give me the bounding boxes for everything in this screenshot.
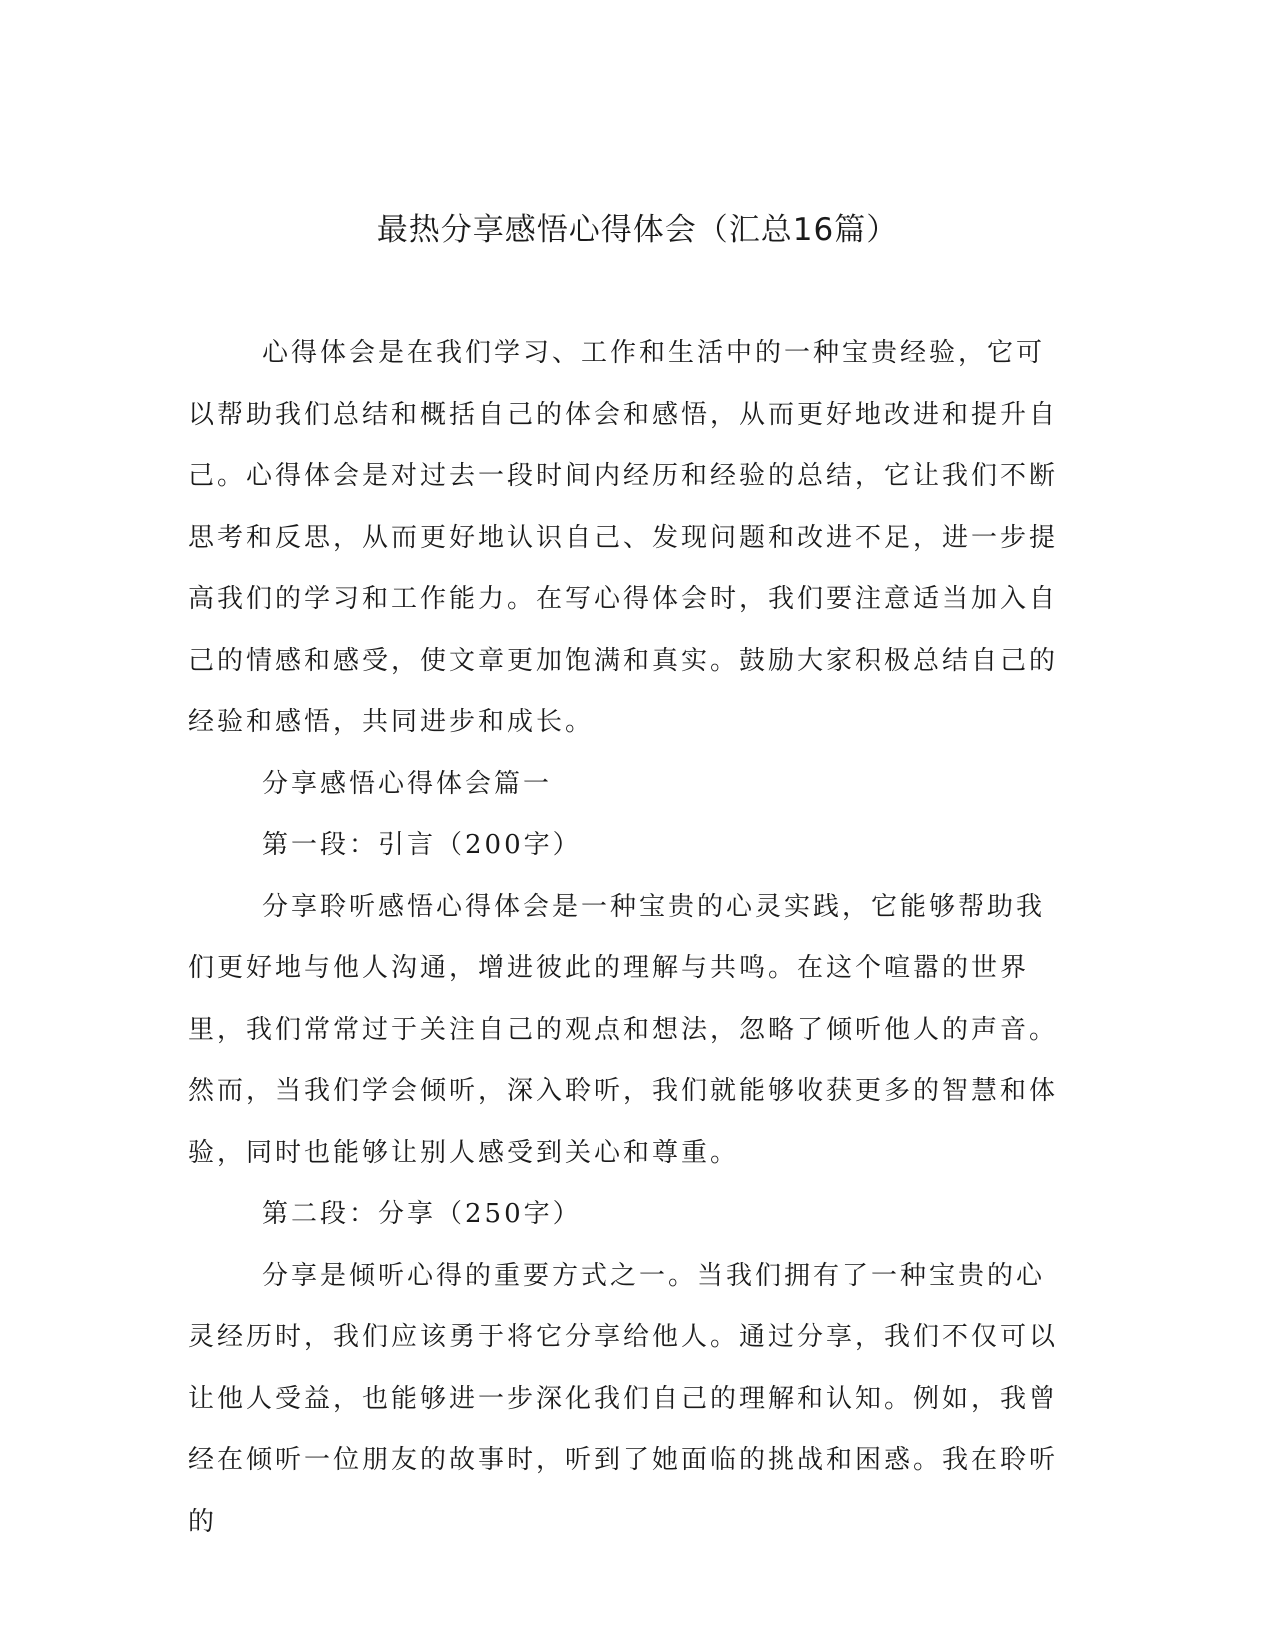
document-title: 最热分享感悟心得体会（汇总16篇） bbox=[376, 212, 899, 248]
part1-heading: 第一段：引言（200字） bbox=[262, 830, 582, 860]
document-body bbox=[188, 323, 1073, 1553]
part2-paragraph: 分享是倾听心得的重要方式之一。当我们拥有了一种宝贵的心灵经历时，我们应该勇于将它分享给他人。通过分享，我们不仅可以让他人受益，也能够进一步深化我们自己的理解和认知。例如，我曾经在倾听一位朋友的故事时，听到了她面临的挑战和困惑。我在聆听的 bbox=[188, 1260, 1059, 1537]
section-title: 分享感悟心得体会篇一 bbox=[262, 768, 553, 799]
part1-paragraph: 分享聆听感悟心得体会是一种宝贵的心灵实践，它能够帮助我们更好地与他人沟通，增进彼此的理解与共鸣。在这个喧嚣的世界里，我们常常过于关注自己的观点和想法，忽略了倾听他人的声音。然而，当我们学会倾听，深入聆听，我们就能够收获更多的智慧和体验，同时也能够让别人感受到关心和尊重。 bbox=[188, 891, 1059, 1168]
intro-paragraph: 心得体会是在我们学习、工作和生活中的一种宝贵经验，它可以帮助我们总结和概括自己的体会和感悟，从而更好地改进和提升自己。心得体会是对过去一段时间内经历和经验的总结，它让我们不断思考和反思，从而更好地认识自己、发现问题和改进不足，进一步提高我们的学习和工作能力。在写心得体会时，我们要注意适当加入自己的情感和感受，使文章更加饱满和真实。鼓励大家积极总结自己的经验和感悟，共同进步和成长。 bbox=[188, 338, 1059, 737]
part2-heading: 第二段：分享（250字） bbox=[262, 1199, 582, 1229]
